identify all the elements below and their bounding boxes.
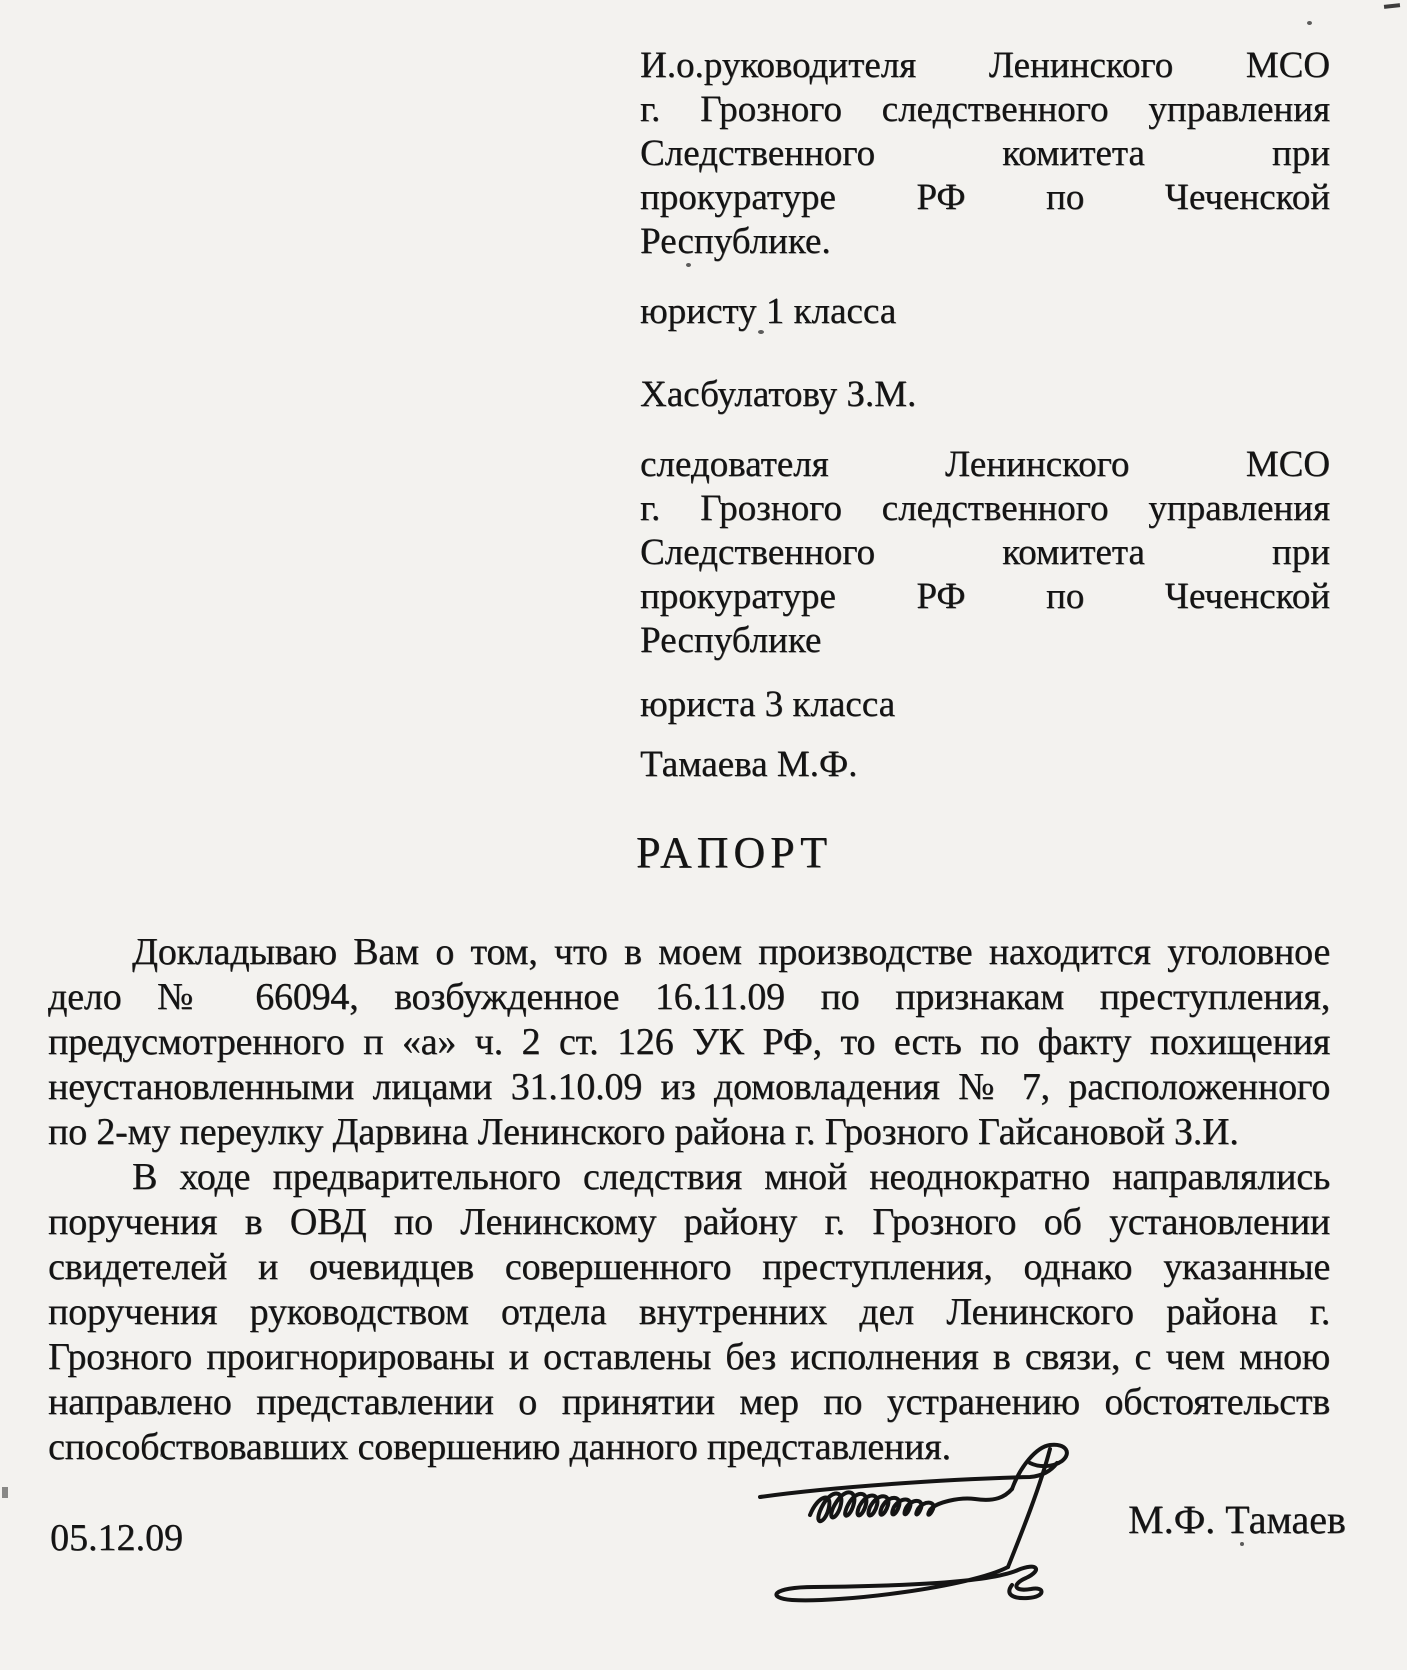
addressee-line: И.о.руководителя Ленинского МСО bbox=[640, 45, 1330, 86]
body-line: неустановленными лицами 31.10.09 из домовладения № 7, расположенного bbox=[48, 1066, 1330, 1108]
body-line: поручения в ОВД по Ленинскому району г. Грозного об установлении bbox=[48, 1201, 1330, 1243]
body-line: поручения руководством отдела внутренних дел Ленинского района г. bbox=[48, 1291, 1330, 1333]
addressee-block bbox=[640, 44, 1330, 264]
report-date: 05.12.09 bbox=[50, 1517, 183, 1559]
body-line: по 2-му переулку Дарвина Ленинского района г. Грозного Гайсановой З.И. bbox=[48, 1111, 1239, 1153]
body-line: способствовавших совершению данного представления. bbox=[48, 1426, 951, 1468]
scan-mark bbox=[1384, 3, 1400, 9]
body-line: Грозного проигнорированы и оставлены без исполнения в связи, с чем мною bbox=[48, 1336, 1330, 1378]
author-line: Следственного комитета при bbox=[640, 532, 1330, 573]
address-column bbox=[640, 44, 1330, 787]
report-title: РАПОРТ bbox=[636, 828, 833, 877]
author-rank: юриста 3 класса bbox=[640, 684, 895, 725]
addressee-line: г. Грозного следственного управления bbox=[640, 89, 1330, 130]
addressee-name: Хасбулатову З.М. bbox=[640, 374, 917, 415]
addressee-line: прокуратуре РФ по Чеченской bbox=[640, 177, 1330, 218]
body-line: В ходе предварительного следствия мной неоднократно направлялись bbox=[132, 1156, 1330, 1198]
report-body bbox=[48, 930, 1330, 1470]
body-line: предусмотренного п «а» ч. 2 ст. 126 УК РФ, то есть по факту похищения bbox=[48, 1021, 1330, 1063]
body-paragraph bbox=[48, 1155, 1330, 1470]
author-line: Республике bbox=[640, 620, 822, 661]
author-line: следователя Ленинского МСО bbox=[640, 444, 1330, 485]
author-block bbox=[640, 443, 1330, 663]
scan-mark bbox=[2, 1487, 8, 1498]
author-line: г. Грозного следственного управления bbox=[640, 488, 1330, 529]
signer-name: М.Ф. Тамаев bbox=[1128, 1497, 1346, 1542]
body-line: дело № 66094, возбужденное 16.11.09 по признакам преступления, bbox=[48, 976, 1330, 1018]
body-paragraph bbox=[48, 930, 1330, 1155]
author-name: Тамаева М.Ф. bbox=[640, 744, 858, 785]
addressee-line: Республике. bbox=[640, 221, 831, 262]
body-line: Докладываю Вам о том, что в моем производстве находится уголовное bbox=[132, 931, 1330, 973]
signature-icon bbox=[750, 1437, 1120, 1612]
author-line: прокуратуре РФ по Чеченской bbox=[640, 576, 1330, 617]
addressee-rank: юристу 1 класса bbox=[640, 291, 897, 332]
scan-speck bbox=[1307, 21, 1312, 25]
body-line: свидетелей и очевидцев совершенного преступления, однако указанные bbox=[48, 1246, 1330, 1288]
body-line: направлено представлении о принятии мер по устранению обстоятельств bbox=[48, 1381, 1330, 1423]
addressee-line: Следственного комитета при bbox=[640, 133, 1330, 174]
